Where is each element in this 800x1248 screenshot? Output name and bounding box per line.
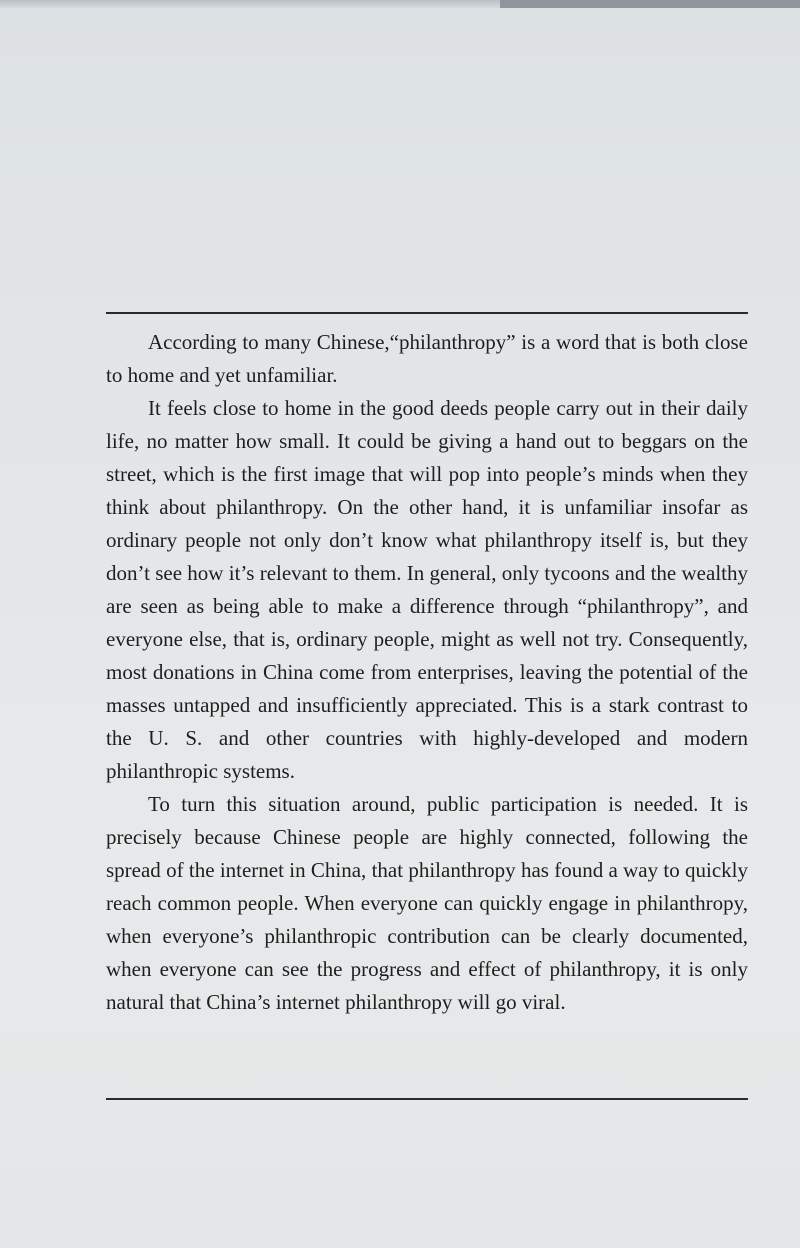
bottom-rule bbox=[106, 1098, 748, 1100]
paragraph-3: To turn this situation around, public participation is needed. It is precisely because Chinese people are highly connected, following the spread of the internet in China, that philanthropy has found a way to quickly reach common people. When everyone can quickly engage in philanthropy, when everyone’s philanthropic contribution can be clearly documented, when everyone can see the progress and effect of philanthropy, it is only natural that China’s internet philanthropy will go viral. bbox=[106, 792, 748, 1014]
paragraph-2: It feels close to home in the good deeds people carry out in their daily life, no matter how small. It could be giving a hand out to beggars on the street, which is the first image that will pop into people’s minds when they think about philanthropy. On the other hand, it is unfamiliar insofar as ordinary people not only don’t know what philanthropy itself is, but they don’t see how it’s relevant to them. In general, only tycoons and the wealthy are seen as being able to make a difference through “philanthropy”, and everyone else, that is, ordinary people, might as well not try. Consequently, most donations in China come from enterprises, leaving the potential of the masses untapped and insufficiently appreciated. This is a stark contrast to the U. S. and other countries with highly-developed and modern philanthropic systems. bbox=[106, 396, 748, 783]
page-shadow bbox=[500, 0, 800, 8]
body-text bbox=[106, 326, 748, 1019]
top-rule bbox=[106, 312, 748, 314]
paragraph-1: According to many Chinese,“philanthropy” is a word that is both close to home and yet unfamiliar. bbox=[106, 330, 748, 387]
